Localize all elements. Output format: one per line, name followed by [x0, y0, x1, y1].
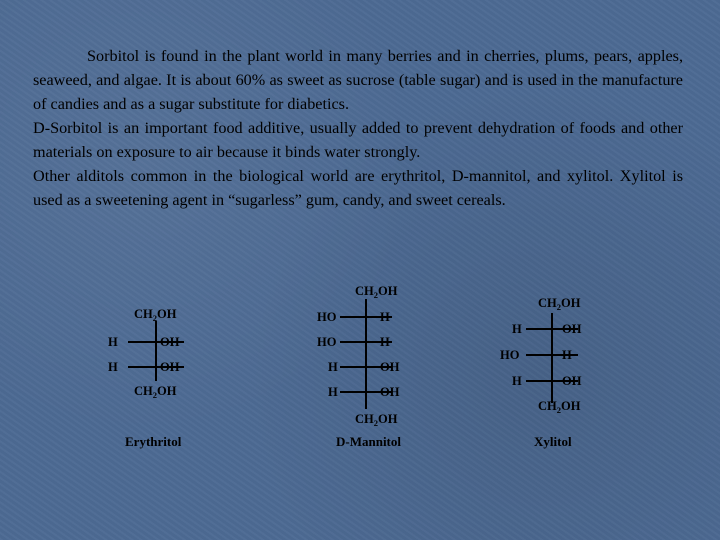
backbone-line [551, 313, 553, 403]
right-substituent: H [380, 335, 390, 349]
left-substituent: H [108, 360, 118, 374]
body-text [33, 44, 683, 212]
top-group: $CH_2OH$ [134, 307, 177, 323]
right-substituent: H [380, 310, 390, 324]
bond-line [340, 366, 366, 368]
right-substituent: OH [380, 385, 400, 399]
right-substituent: OH [562, 374, 582, 388]
left-substituent: HO [500, 348, 520, 362]
right-substituent: H [562, 348, 572, 362]
left-substituent: H [328, 385, 338, 399]
mannitol-structure [314, 282, 444, 457]
left-substituent: H [512, 322, 522, 336]
bond-line [340, 316, 366, 318]
left-substituent: H [512, 374, 522, 388]
bond-line [340, 341, 366, 343]
erythritol-structure [104, 304, 214, 454]
bond-line [128, 341, 156, 343]
right-substituent: OH [380, 360, 400, 374]
right-substituent: OH [160, 360, 180, 374]
left-substituent: H [108, 335, 118, 349]
right-substituent: OH [562, 322, 582, 336]
bottom-group: $CH_2OH$ [538, 399, 581, 415]
bond-line [526, 380, 552, 382]
bond-line [340, 391, 366, 393]
top-group: $CH_2OH$ [355, 284, 398, 300]
bottom-group: $CH_2OH$ [355, 412, 398, 428]
backbone-line [155, 321, 157, 381]
paragraph-d-sorbitol: D-Sorbitol is an important food additive, usually added to prevent dehydration of foods and other materials on exposure to air because it binds water strongly. [33, 119, 683, 161]
bottom-group: $CH_2OH$ [134, 384, 177, 400]
bond-line [128, 366, 156, 368]
structure-name: Xylitol [534, 434, 572, 449]
paragraph-sorbitol: Sorbitol is found in the plant world in many berries and in cherries, plums, pears, apples, seaweed, and algae. It is about 60% as sweet as sucrose (table sugar) and is used in the manufacture of candies and as a sugar substitute for diabetics. [33, 47, 683, 113]
bond-line [526, 328, 552, 330]
left-substituent: HO [317, 310, 337, 324]
left-substituent: HO [317, 335, 337, 349]
bond-line [526, 354, 552, 356]
xylitol-structure [500, 296, 610, 456]
top-group: $CH_2OH$ [538, 296, 581, 312]
left-substituent: H [328, 360, 338, 374]
structure-name: D-Mannitol [336, 434, 401, 449]
paragraph-alditols: Other alditols common in the biological world are erythritol, D-mannitol, and xylitol. Xylitol is used as a sweetening agent in “sugarless” gum, candy, and sweet cereals. [33, 167, 683, 209]
right-substituent: OH [160, 335, 180, 349]
structure-name: Erythritol [125, 434, 182, 449]
